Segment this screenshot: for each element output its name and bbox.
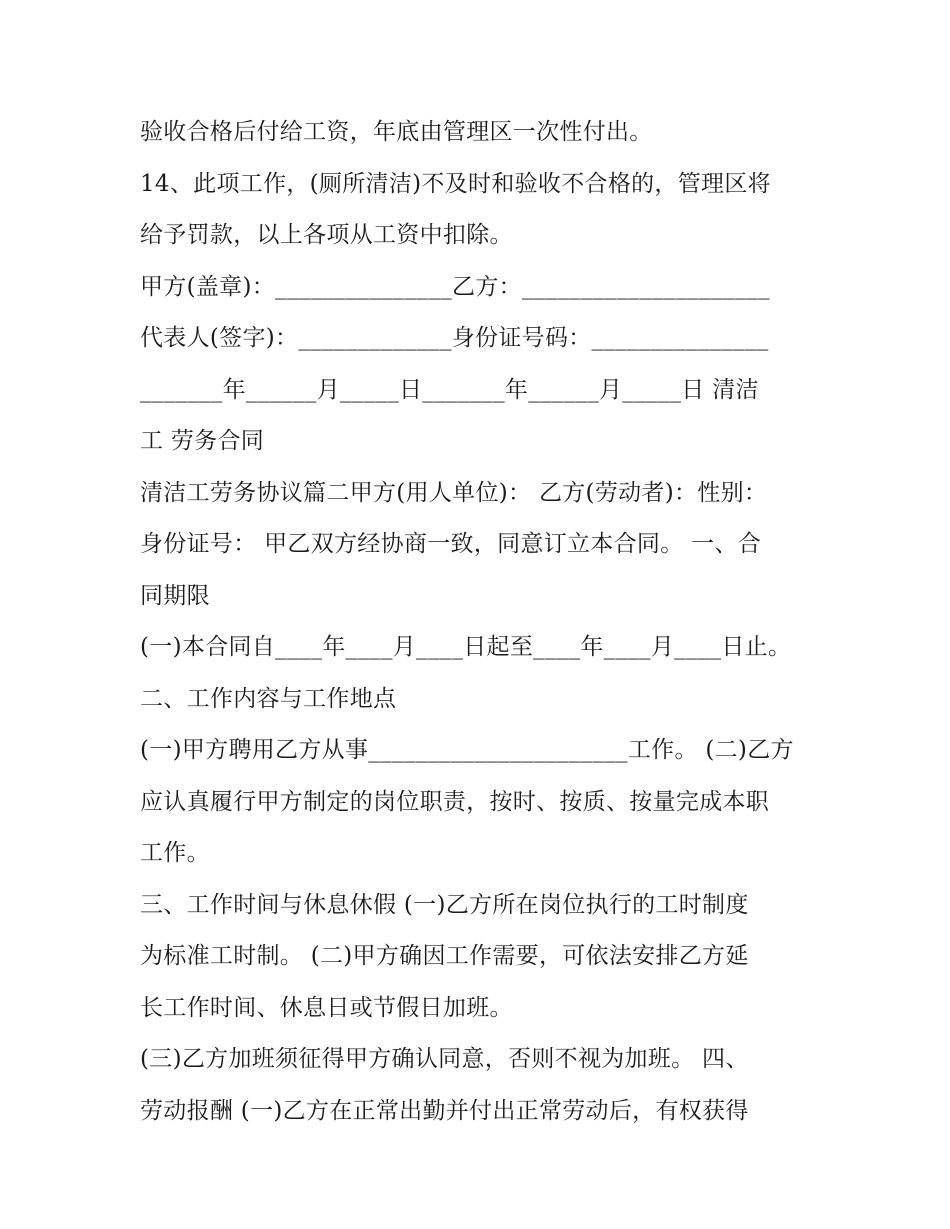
- text-line: 清洁工劳务协议篇二甲方(用人单位)： 乙方(劳动者)：性别：: [140, 479, 768, 506]
- text-line: 工 劳务合同: [140, 428, 265, 454]
- document-body: [140, 107, 830, 1137]
- text-line: 验收合格后付给工资，年底由管理区一次性付出。: [140, 119, 653, 145]
- text-line: 给予罚款，以上各项从工资中扣除。: [140, 222, 513, 248]
- text-line: 劳动报酬 (一)乙方在正常出勤并付出正常劳动后，有权获得: [140, 1097, 749, 1124]
- text-line: 为标准工时制。 (二)甲方确因工作需要，可依法安排乙方延: [140, 943, 749, 969]
- text-line: _______年______月_____日_______年______月_____日 清洁: [140, 376, 759, 403]
- text-line: 代表人(签字)：_____________身份证号码：_______________: [140, 325, 769, 351]
- text-line: (三)乙方加班须征得甲方确认同意，否则不视为加班。 四、: [140, 1046, 749, 1072]
- text-line: 三、工作时间与休息休假 (一)乙方所在岗位执行的工时制度: [140, 891, 749, 918]
- text-line: 应认真履行甲方制定的岗位职责，按时、按质、按量完成本职: [140, 788, 770, 815]
- text-line: (一)甲方聘用乙方从事______________________工作。 (二)乙方: [140, 737, 794, 763]
- text-line: 工作。: [140, 840, 210, 866]
- text-line: (一)本合同自____年____月____日起至____年____月____日止。: [140, 634, 792, 660]
- text-line: 甲方(盖章)：_______________乙方：_____________________: [140, 273, 770, 300]
- text-line: 长工作时间、休息日或节假日加班。: [140, 994, 513, 1021]
- text-line: 二、工作内容与工作地点: [140, 685, 397, 712]
- text-line: 同期限: [140, 582, 210, 609]
- text-line: 身份证号： 甲乙双方经协商一致，同意订立本合同。 一、合: [140, 531, 762, 557]
- text-line: 14、此项工作，(厕所清洁)不及时和验收不合格的，管理区将: [140, 170, 771, 197]
